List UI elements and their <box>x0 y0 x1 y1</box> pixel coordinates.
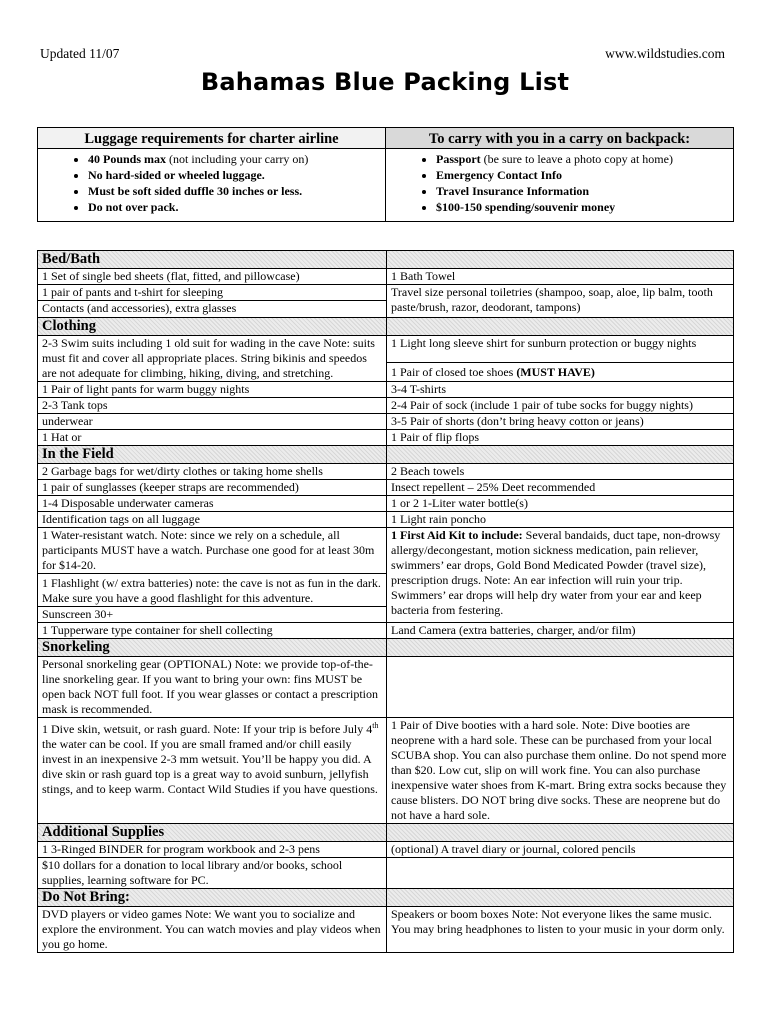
packing-list-table <box>37 250 734 953</box>
table-row <box>38 464 734 480</box>
table-cell: Sunscreen 30+ <box>38 607 387 623</box>
table-row <box>38 657 734 718</box>
page-title: Bahamas Blue Packing List <box>200 68 570 96</box>
table-cell <box>387 657 734 718</box>
section-header-row <box>38 889 734 907</box>
section-title-bed-bath: Bed/Bath <box>38 251 387 269</box>
luggage-heading: Luggage requirements for charter airline <box>38 128 385 149</box>
table-cell: 1 Flashlight (w/ extra batteries) note: the cave is not as fun in the dark. Make sure you have a good flashlight for this adventure. <box>38 574 387 607</box>
list-item: • Emergency Contact Info <box>436 167 733 183</box>
section-header-cell <box>387 639 734 657</box>
carry-on-heading: To carry with you in a carry on backpack: <box>386 128 733 149</box>
table-row <box>38 512 734 528</box>
table-cell: 1 Pair of light pants for warm buggy nights <box>38 382 387 398</box>
table-cell: Travel size personal toiletries (shampoo, soap, aloe, lip balm, tooth paste/brush, razor, deodorant, tampons) <box>387 285 734 318</box>
table-row <box>38 285 734 301</box>
table-row <box>38 480 734 496</box>
table-cell <box>387 858 734 889</box>
section-header-row <box>38 824 734 842</box>
table-cell: Land Camera (extra batteries, charger, and/or film) <box>387 623 734 639</box>
table-cell: 1 Dive skin, wetsuit, or rash guard. Note: If your trip is before July 4th the water can be cool. If you are small framed and/or chill easily invest in an inexpensive 2-3 mm wetsuit. You’ll be happy you did. A dive skin or rash guard top is a great way to avoid sunburn, jellyfish stings, and to keep warm. Contact Wild Studies if you have questions. <box>38 718 387 824</box>
table-row <box>38 398 734 414</box>
table-cell: 1 pair of pants and t-shirt for sleeping <box>38 285 387 301</box>
section-title-in-the-field: In the Field <box>38 446 387 464</box>
table-cell: 2 Garbage bags for wet/dirty clothes or taking home shells <box>38 464 387 480</box>
table-row <box>38 336 734 363</box>
carry-on-list <box>386 151 733 215</box>
table-cell: 1 Bath Towel <box>387 269 734 285</box>
list-item: • Must be soft sided duffle 30 inches or less. <box>88 183 385 199</box>
table-cell: 1 3-Ringed BINDER for program workbook and 2-3 pens <box>38 842 387 858</box>
section-header-row <box>38 639 734 657</box>
table-cell: 1 Tupperware type container for shell collecting <box>38 623 387 639</box>
list-item: • $100-150 spending/souvenir money <box>436 199 733 215</box>
table-row <box>38 842 734 858</box>
table-cell: (optional) A travel diary or journal, colored pencils <box>387 842 734 858</box>
table-cell: $10 dollars for a donation to local library and/or books, school supplies, learning software for PC. <box>38 858 387 889</box>
table-cell: 3-4 T-shirts <box>387 382 734 398</box>
table-row <box>38 623 734 639</box>
section-header-row <box>38 318 734 336</box>
table-cell: DVD players or video games Note: We want you to socialize and explore the environment. You can watch movies and play videos when you go home. <box>38 907 387 953</box>
website-url[interactable]: www.wildstudies.com <box>605 46 725 61</box>
table-row <box>38 858 734 889</box>
table-cell: Speakers or boom boxes Note: Not everyone likes the same music. You may bring headphones to listen to your music in your dorm only. <box>387 907 734 953</box>
first-aid-kit-cell: 1 First Aid Kit to include: Several bandaids, duct tape, non-drowsy allergy/decongestant, motion sickness medication, pain reliever, swimmers’ ear drops, Gold Bond Medicated Powder (travel size), prescription drugs. Note: An ear infection will ruin your trip. Swimmers’ ear drops will help dry water from your ear and keep bacteria from festering. <box>387 528 734 623</box>
table-cell: 2-4 Pair of sock (include 1 pair of tube socks for buggy nights) <box>387 398 734 414</box>
section-title-do-not-bring: Do Not Bring: <box>38 889 387 907</box>
table-cell: underwear <box>38 414 387 430</box>
section-header-row <box>38 446 734 464</box>
table-row <box>38 414 734 430</box>
section-header-cell <box>387 824 734 842</box>
table-cell: 1 Light long sleeve shirt for sunburn protection or buggy nights <box>387 336 734 363</box>
table-row <box>38 496 734 512</box>
section-header-row <box>38 251 734 269</box>
table-cell: 1 Hat or <box>38 430 387 446</box>
table-cell: 1 Light rain poncho <box>387 512 734 528</box>
table-cell: 1 Pair of Dive booties with a hard sole. Note: Dive booties are neoprene with a hard sole. These can be purchased from your local SCUBA shop. You can also purchase them online. Do not spend more than $20. Low cut, slip on will work fine. You can also purchase inexpensive water shoes from K-mart. Bring extra socks because they cause blisters. DO NOT bring dive socks. These are neoprene but do not have a hard sole. <box>387 718 734 824</box>
table-cell: Insect repellent – 25% Deet recommended <box>387 480 734 496</box>
table-cell: 2 Beach towels <box>387 464 734 480</box>
table-cell: 1-4 Disposable underwater cameras <box>38 496 387 512</box>
table-cell: 1 Set of single bed sheets (flat, fitted, and pillowcase) <box>38 269 387 285</box>
section-title-clothing: Clothing <box>38 318 387 336</box>
list-item: • No hard-sided or wheeled luggage. <box>88 167 385 183</box>
table-row <box>38 528 734 574</box>
updated-date: Updated 11/07 <box>40 46 120 61</box>
table-cell: 1 Pair of flip flops <box>387 430 734 446</box>
table-cell: 3-5 Pair of shorts (don’t bring heavy cotton or jeans) <box>387 414 734 430</box>
list-item: • Do not over pack. <box>88 199 385 215</box>
table-cell: 2-3 Tank tops <box>38 398 387 414</box>
table-cell: 1 pair of sunglasses (keeper straps are recommended) <box>38 480 387 496</box>
requirements-table <box>37 127 734 222</box>
carry-on-box <box>386 128 734 222</box>
section-header-cell <box>387 446 734 464</box>
list-item: • Passport (be sure to leave a photo copy at home) <box>436 151 733 167</box>
table-row <box>38 269 734 285</box>
table-cell: 1 Pair of closed toe shoes (MUST HAVE) <box>387 363 734 382</box>
section-title-snorkeling: Snorkeling <box>38 639 387 657</box>
luggage-list <box>38 151 385 215</box>
table-row <box>38 382 734 398</box>
section-header-cell <box>387 889 734 907</box>
table-cell: Identification tags on all luggage <box>38 512 387 528</box>
table-cell: 1 Water-resistant watch. Note: since we rely on a schedule, all participants MUST have a watch. Purchase one good for at least 30m for $14-20. <box>38 528 387 574</box>
table-cell: Personal snorkeling gear (OPTIONAL) Note: we provide top-of-the-line snorkeling gear. If you want to bring your own: fins MUST be open back NOT full foot. If you wear glasses or contact a prescription mask is recommended. <box>38 657 387 718</box>
table-row <box>38 718 734 824</box>
table-row <box>38 430 734 446</box>
table-cell: Contacts (and accessories), extra glasses <box>38 301 387 318</box>
luggage-requirements-box <box>38 128 386 222</box>
section-header-cell <box>387 318 734 336</box>
list-item: • 40 Pounds max (not including your carry on) <box>88 151 385 167</box>
section-header-cell <box>387 251 734 269</box>
list-item: • Travel Insurance Information <box>436 183 733 199</box>
table-cell: 2-3 Swim suits including 1 old suit for wading in the cave Note: suits must fit and cover all appropriate places. String bikinis and speedos are not adequate for climbing, hiking, diving, and stretching. <box>38 336 387 382</box>
table-row <box>38 907 734 953</box>
table-cell: 1 or 2 1-Liter water bottle(s) <box>387 496 734 512</box>
section-title-additional-supplies: Additional Supplies <box>38 824 387 842</box>
